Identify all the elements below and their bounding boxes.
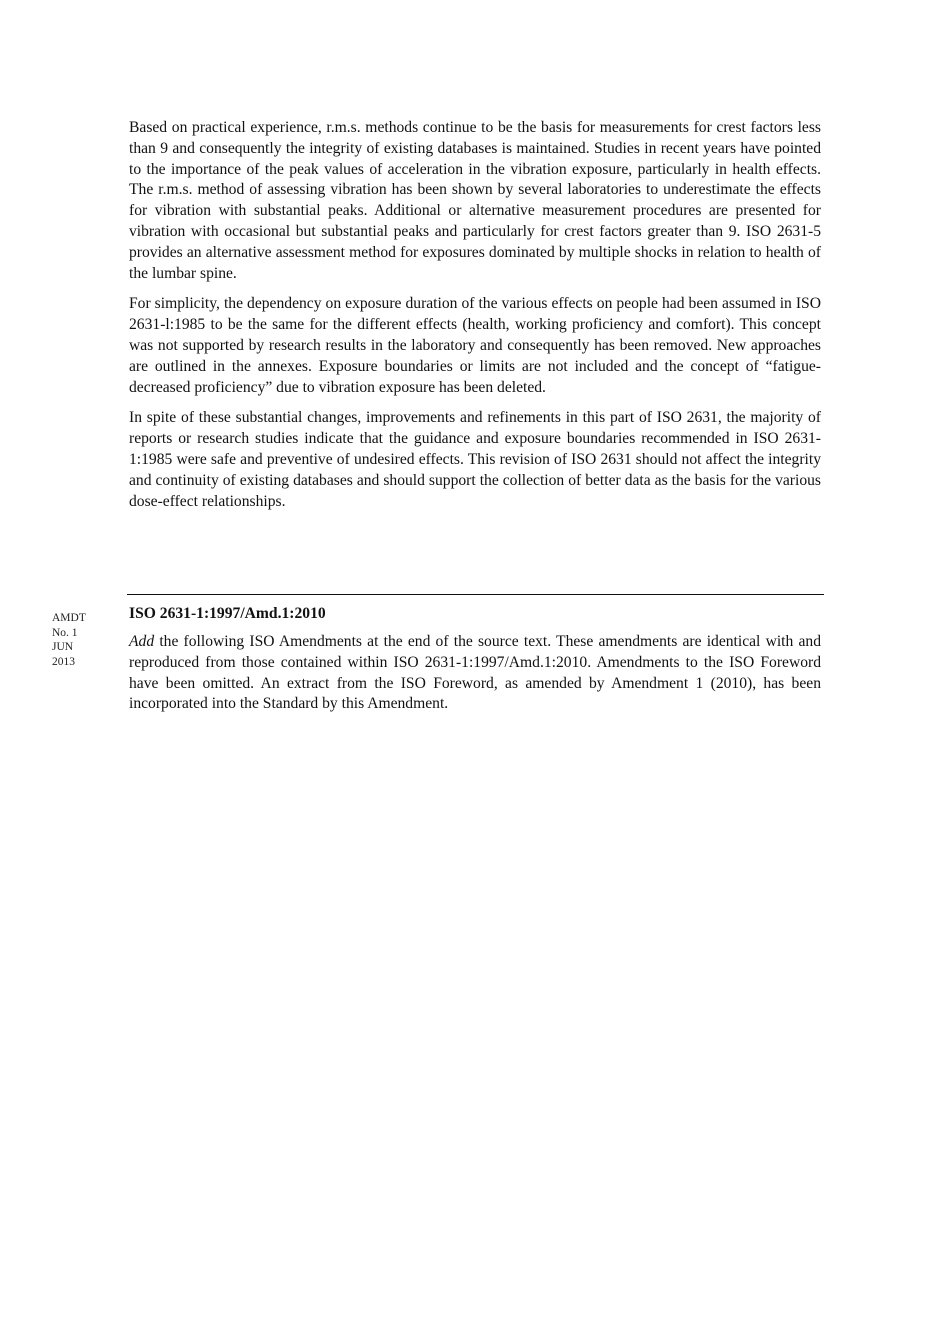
margin-note-line: No. 1 [52,626,78,639]
amendment-lead-word: Add [129,633,155,650]
amendment-section [129,603,821,715]
paragraph-rms-methods: Based on practical experience, r.m.s. methods continue to be the basis for measurements for crest factors less than 9 and consequently the integrity of existing databases is maintained. Studies in recent years have pointed to the importance of the peak values of acceleration in the vibration exposure, particularly in health effects. The r.m.s. method of assessing vibration has been shown by several laboratories to underestimate the effects for vibration with substantial peaks. Additional or alternative measurement procedures are presented for vibration with occasional but substantial peaks and particularly for crest factors greater than 9. ISO 2631-5 provides an alternative assessment method for exposures dominated by multiple shocks in relation to health of the lumbar spine. [129,119,821,282]
body-text [129,118,821,522]
margin-note-line: AMDT [52,612,86,624]
amendment-text: the following ISO Amendments at the end of the source text. These amendments are identical with and reproduced from those contained within ISO 2631-1:1997/Amd.1:2010. Amendments to the ISO Foreword have been omitted. An extract from the ISO Foreword, as amended by Amendment 1 (2010), has been incorporated into the Standard by this Amendment. [129,633,821,713]
paragraph-substantial-changes: In spite of these substantial changes, improvements and refinements in this part of ISO 2631, the majority of reports or research studies indicate that the guidance and exposure boundaries recommended in ISO 2631-1:1985 were safe and preventive of undesired effects. This revision of ISO 2631 should not affect the integrity and continuity of existing databases and should support the collection of better data as the basis for the various dose-effect relationships. [129,409,821,510]
margin-note-line: 2013 [52,655,75,668]
amendment-margin-note [52,611,112,669]
paragraph-exposure-duration: For simplicity, the dependency on exposure duration of the various effects on people had been assumed in ISO 2631-l:1985 to be the same for the different effects (health, working proficiency and comfort). This concept was not supported by research results in the laboratory and consequently has been removed. New approaches are outlined in the annexes. Exposure boundaries or limits are not included and the concept of “fatigue-decreased proficiency” due to vibration exposure has been deleted. [129,295,821,396]
section-divider [127,594,824,595]
amendment-heading: ISO 2631-1:1997/Amd.1:2010 [129,605,326,622]
amendment-paragraph [129,632,821,715]
margin-note-line: JUN [52,641,74,654]
